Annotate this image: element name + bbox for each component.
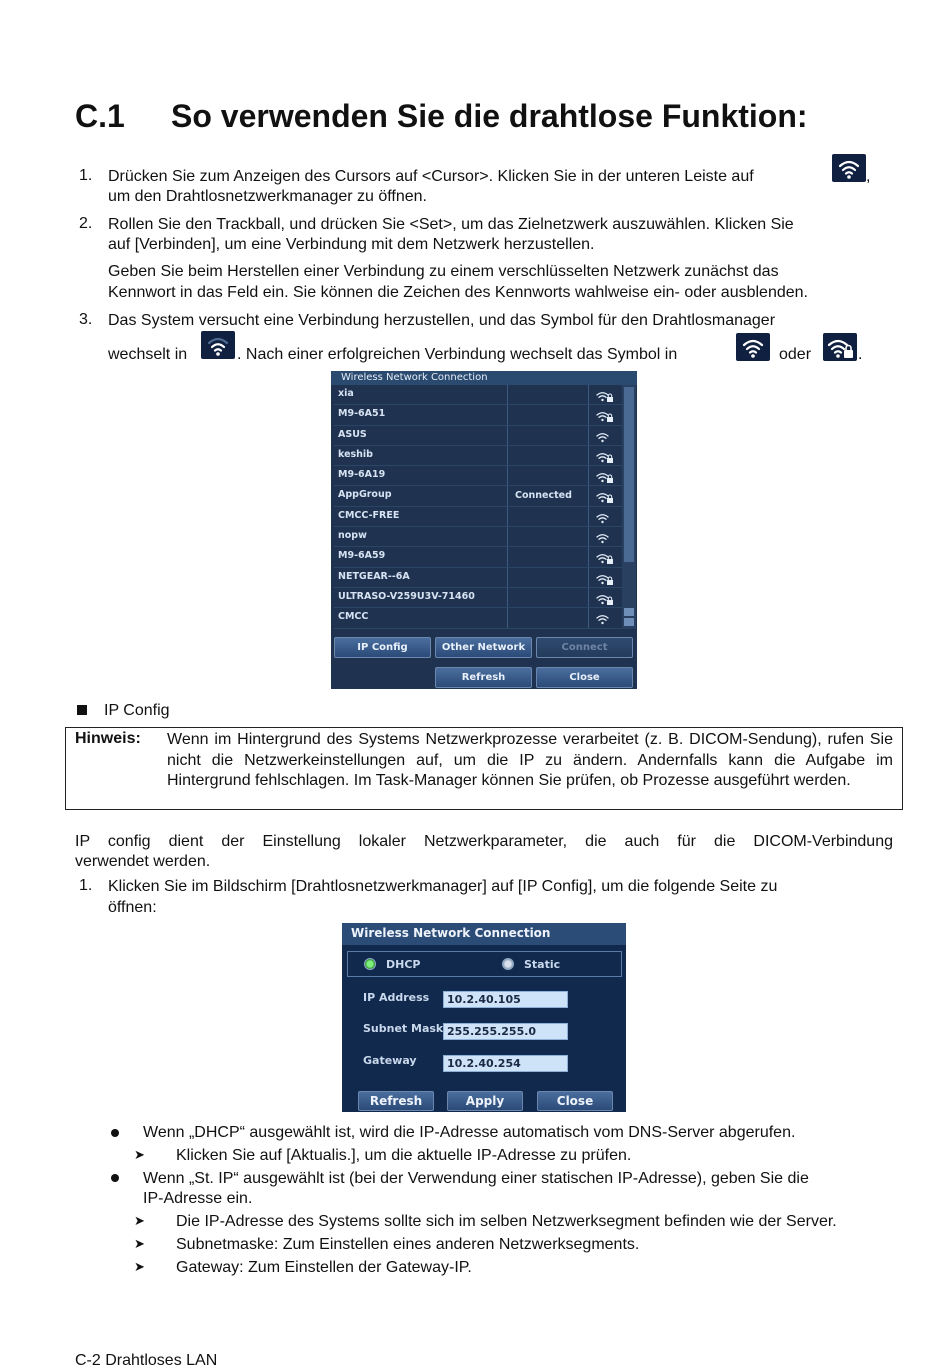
- wifi-icon: [594, 429, 614, 443]
- step-paragraph: Geben Sie beim Herstellen einer Verbindung zu einem verschlüsselten Netzwerk zunächst das: [108, 263, 779, 280]
- ip-config-panel: [342, 923, 626, 1112]
- panel-title: Wireless Network Connection: [331, 371, 637, 385]
- ip-intro: IP config dient der Einstellung lokaler Netzwerkparameter, die auch für die DICOM-Verbindung: [75, 833, 893, 850]
- scrollbar-thumb[interactable]: [624, 387, 634, 562]
- subnet-mask-field[interactable]: 255.255.255.0: [443, 1023, 568, 1040]
- step-text: wechselt in: [108, 346, 188, 363]
- step-text: Drücken Sie zum Anzeigen des Cursors auf <Cursor>. Klicken Sie in der unteren Leiste auf: [108, 168, 754, 185]
- wifi-lock-icon: [594, 388, 614, 402]
- ip-intro: verwendet werden.: [75, 853, 211, 870]
- subnet-mask-label: Subnet Mask: [363, 1022, 444, 1035]
- scroll-up-arrow-icon[interactable]: [624, 608, 634, 616]
- step-text: oder: [779, 346, 812, 363]
- wifi-lock-icon: [594, 591, 614, 605]
- arrow-bullet-icon: ➤: [134, 1259, 145, 1274]
- bullet-text: IP-Adresse ein.: [143, 1190, 253, 1207]
- bullet-text: Wenn „St. IP“ ausgewählt ist (bei der Verwendung einer statischen IP-Adresse), geben Sie die: [143, 1170, 809, 1187]
- wireless-network-panel: [331, 371, 637, 689]
- network-name: M9-6A19: [338, 469, 386, 481]
- step-text: . Nach einer erfolgreichen Verbindung wechselt das Symbol in: [237, 346, 678, 363]
- network-row[interactable]: [334, 486, 622, 506]
- network-row[interactable]: [334, 405, 622, 425]
- gateway-label: Gateway: [363, 1054, 417, 1067]
- network-row[interactable]: [334, 385, 622, 405]
- network-name: keshib: [338, 448, 373, 460]
- network-name: ASUS: [338, 428, 367, 440]
- network-name: xia: [338, 388, 354, 399]
- step-text: um den Drahtlosnetzwerkmanager zu öffnen.: [108, 188, 427, 205]
- step-number: 1.: [79, 877, 93, 894]
- dhcp-radio[interactable]: [364, 958, 376, 970]
- ip-config-button[interactable]: IP Config: [334, 637, 431, 658]
- network-row[interactable]: [334, 568, 622, 588]
- wifi-lock-icon: [594, 449, 614, 463]
- step-text: Klicken Sie im Bildschirm [Drahtlosnetzwerkmanager] auf [IP Config], um die folgende Seite zu: [108, 878, 778, 895]
- connect-button[interactable]: Connect: [536, 637, 633, 658]
- gateway-field[interactable]: 10.2.40.254: [443, 1055, 568, 1072]
- network-status: Connected: [515, 490, 572, 502]
- network-list: [334, 385, 622, 629]
- step-number: 3.: [79, 311, 93, 328]
- step-text-end: .: [858, 346, 863, 363]
- bullet-dot: [111, 1129, 119, 1137]
- network-row[interactable]: [334, 527, 622, 547]
- step-text: Rollen Sie den Trackball, und drücken Sie <Set>, um das Zielnetzwerk auszuwählen. Klicken Sie: [108, 216, 794, 233]
- network-row[interactable]: [334, 507, 622, 527]
- arrow-bullet-icon: ➤: [134, 1236, 145, 1251]
- section-title: So verwenden Sie die drahtlose Funktion:: [171, 98, 808, 134]
- network-row[interactable]: [334, 426, 622, 446]
- wifi-lock-icon: [594, 408, 614, 422]
- network-row[interactable]: [334, 608, 622, 628]
- network-row[interactable]: [334, 588, 622, 608]
- note-text: Wenn im Hintergrund des Systems Netzwerkprozesse verarbeitet (z. B. DICOM-Sendung), rufen Sie nicht die Netzwerkeinstellungen auf, um die IP zu ändern. Andernfalls kann die Aufgabe im Hintergrund fehlschlagen. Im Task-Manager können Sie prüfen, ob Prozesse ausgeführt werden.: [167, 731, 893, 789]
- step-number: 2.: [79, 215, 93, 232]
- step-text: Das System versucht eine Verbindung herzustellen, und das Symbol für den Drahtlosmanager: [108, 312, 776, 329]
- section-heading: [75, 98, 808, 135]
- other-network-button[interactable]: Other Network: [435, 637, 532, 658]
- network-name: AppGroup: [338, 489, 392, 501]
- network-name: CMCC-FREE: [338, 509, 400, 521]
- dhcp-label: DHCP: [386, 958, 421, 971]
- wifi-lock-icon: [594, 489, 614, 503]
- wifi-lock-icon: [823, 333, 857, 361]
- close-button[interactable]: Close: [537, 1091, 613, 1111]
- mode-selector: [347, 951, 622, 977]
- step-text: öffnen:: [108, 899, 157, 916]
- network-name: ULTRASO-V259U3V-71460: [338, 590, 475, 602]
- wifi-connected-icon: [736, 333, 770, 361]
- step-paragraph: Kennwort in das Feld ein. Sie können die Zeichen des Kennworts wahlweise ein- oder ausblenden.: [108, 284, 808, 301]
- ip-address-label: IP Address: [363, 991, 430, 1004]
- static-radio[interactable]: [502, 958, 514, 970]
- arrow-bullet-icon: ➤: [134, 1147, 145, 1162]
- bullet-text: Wenn „DHCP“ ausgewählt ist, wird die IP-Adresse automatisch vom DNS-Server abgerufen.: [143, 1124, 796, 1141]
- step-text-end: ,: [866, 168, 871, 185]
- section-label: IP Config: [104, 702, 170, 719]
- network-row[interactable]: [334, 446, 622, 466]
- wifi-connecting-icon: [201, 331, 235, 359]
- close-button[interactable]: Close: [536, 667, 633, 688]
- static-label: Static: [524, 958, 561, 971]
- network-row[interactable]: [334, 547, 622, 567]
- network-row[interactable]: [334, 466, 622, 486]
- sub-bullet-text: Gateway: Zum Einstellen der Gateway-IP.: [176, 1259, 472, 1276]
- step-text: auf [Verbinden], um eine Verbindung mit dem Netzwerk herzustellen.: [108, 236, 595, 253]
- arrow-bullet-icon: ➤: [134, 1213, 145, 1228]
- sub-bullet-text: Klicken Sie auf [Aktualis.], um die aktuelle IP-Adresse zu prüfen.: [176, 1147, 632, 1164]
- section-bullet-square: [77, 705, 87, 715]
- panel-title: Wireless Network Connection: [342, 923, 626, 945]
- sub-bullet-text: Die IP-Adresse des Systems sollte sich im selben Netzwerksegment befinden wie der Server.: [176, 1213, 837, 1230]
- wifi-icon: [594, 530, 614, 544]
- refresh-button[interactable]: Refresh: [435, 667, 532, 688]
- network-name: M9-6A59: [338, 550, 386, 562]
- network-name: nopw: [338, 530, 367, 542]
- section-number: C.1: [75, 98, 125, 134]
- apply-button[interactable]: Apply: [447, 1091, 523, 1111]
- sub-bullet-text: Subnetmaske: Zum Einstellen eines anderen Netzwerksegments.: [176, 1236, 640, 1253]
- wifi-manager-icon: [832, 154, 866, 182]
- wifi-lock-icon: [594, 550, 614, 564]
- bullet-dot: [111, 1174, 119, 1182]
- wifi-icon: [594, 611, 614, 625]
- note-label: Hinweis:: [75, 730, 141, 747]
- page-footer: C-2 Drahtloses LAN: [75, 1352, 218, 1369]
- network-name: CMCC: [338, 611, 369, 623]
- step-number: 1.: [79, 167, 93, 184]
- refresh-button[interactable]: Refresh: [358, 1091, 434, 1111]
- wifi-lock-icon: [594, 469, 614, 483]
- network-name: M9-6A51: [338, 408, 386, 420]
- wifi-lock-icon: [594, 571, 614, 585]
- ip-address-field[interactable]: 10.2.40.105: [443, 991, 568, 1008]
- scroll-down-arrow-icon[interactable]: [624, 618, 634, 626]
- network-name: NETGEAR--6A: [338, 570, 410, 582]
- wifi-icon: [594, 510, 614, 524]
